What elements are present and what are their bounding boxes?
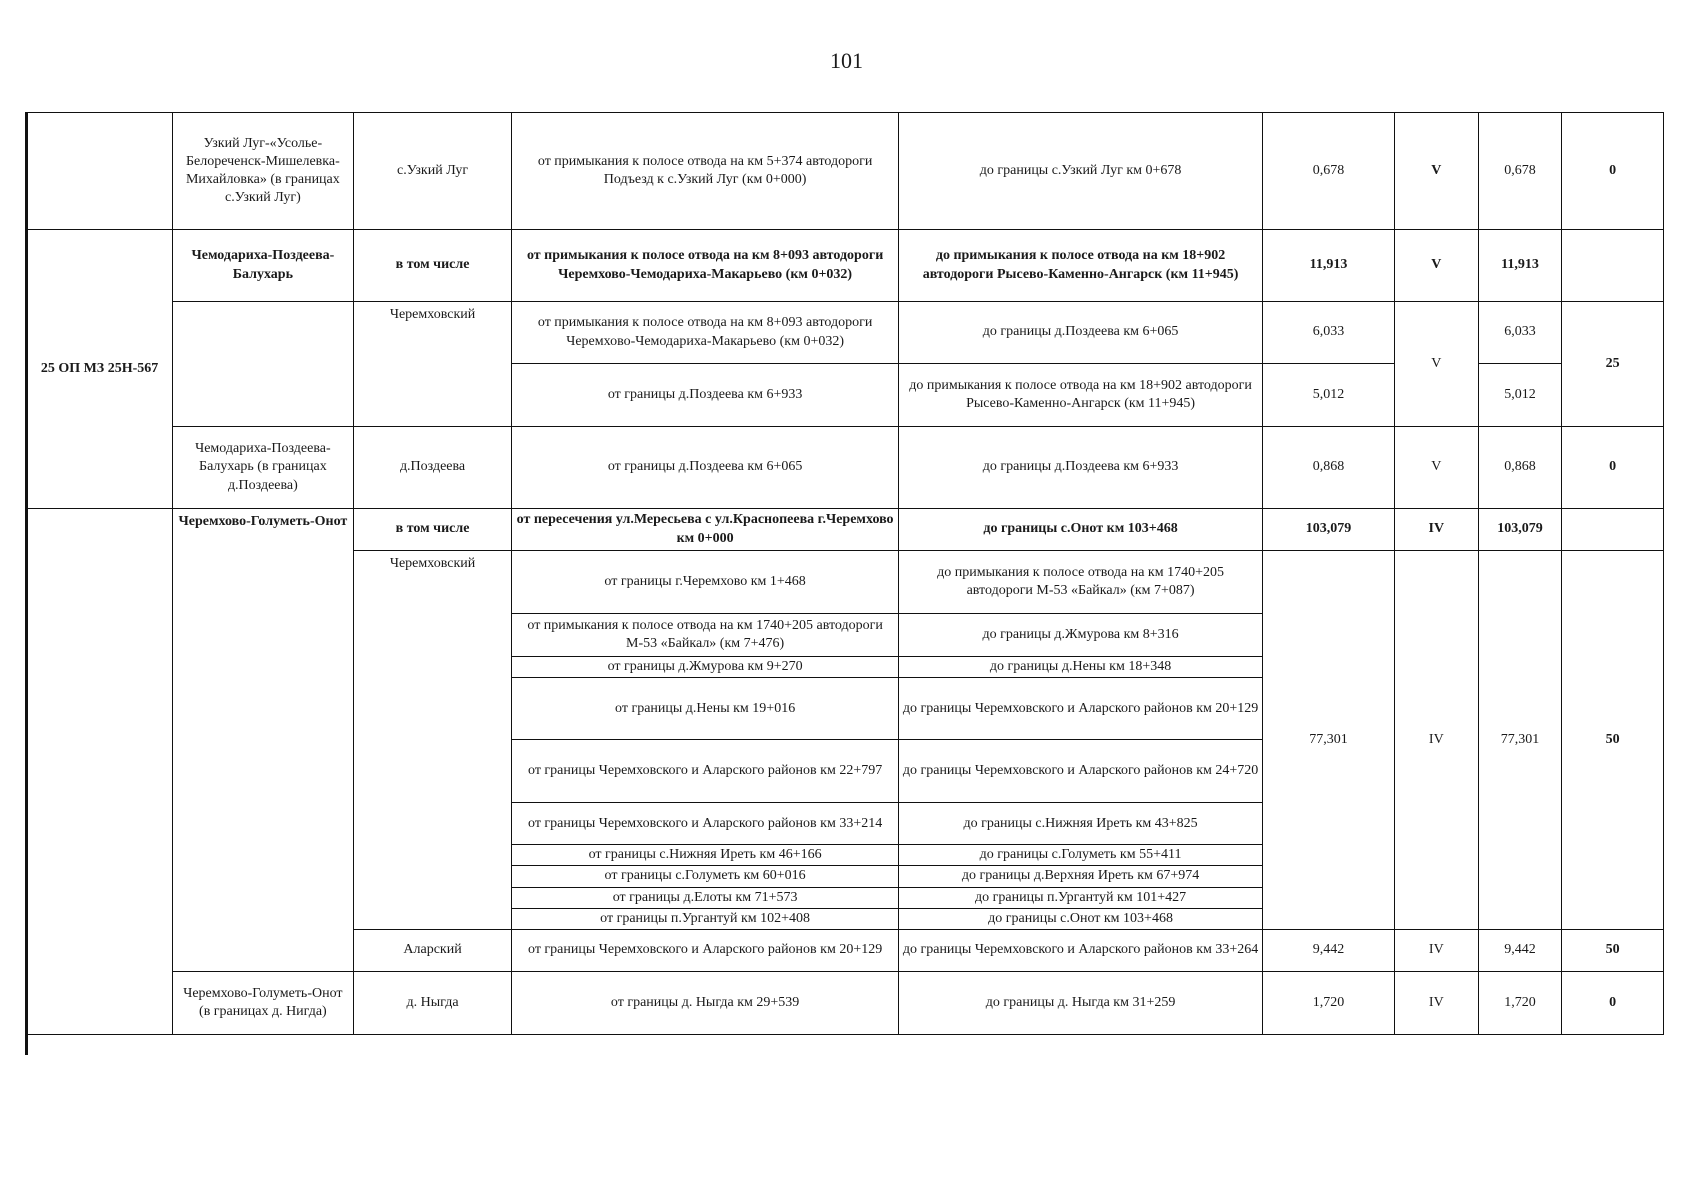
- extra-cell: 25: [1562, 302, 1664, 427]
- table-row: [27, 971, 1664, 1034]
- extra-cell: [1562, 230, 1664, 302]
- table-row: [27, 113, 1664, 230]
- length-cell: 0,678: [1263, 113, 1394, 230]
- from-cell: от границы с.Нижняя Иреть км 46+166: [512, 845, 898, 866]
- from-cell: от границы д.Жмурова км 9+270: [512, 657, 898, 678]
- length-cell: 77,301: [1263, 551, 1394, 930]
- from-cell: от примыкания к полосе отвода на км 5+374 автодороги Подъезд к с.Узкий Луг (км 0+000): [512, 113, 898, 230]
- road-name-cell: Узкий Луг-«Усолье-Белореченск-Мишелевка-Михайловка» (в границах с.Узкий Луг): [173, 113, 354, 230]
- road-name-cell: [173, 302, 354, 427]
- page-number: 101: [830, 48, 863, 73]
- extra-cell: 0: [1562, 113, 1664, 230]
- length2-cell: 6,033: [1478, 302, 1561, 364]
- from-cell: от границы д.Елоты км 71+573: [512, 887, 898, 908]
- length2-cell: 5,012: [1478, 364, 1561, 427]
- length2-cell: 11,913: [1478, 230, 1561, 302]
- road-name-cell: Черемхово-Голуметь-Онот (в границах д. Нигда): [173, 971, 354, 1034]
- to-cell: до границы д.Поздеева км 6+933: [898, 427, 1263, 509]
- from-cell: от примыкания к полосе отвода на км 8+093 автодороги Черемхово-Чемодариха-Макарьево (км 0+032): [512, 302, 898, 364]
- category-cell: IV: [1394, 509, 1478, 551]
- to-cell: до границы с.Голуметь км 55+411: [898, 845, 1263, 866]
- district-cell: с.Узкий Луг: [353, 113, 512, 230]
- to-cell: до границы с.Онот км 103+468: [898, 908, 1263, 929]
- length-cell: 5,012: [1263, 364, 1394, 427]
- length2-cell: 0,868: [1478, 427, 1561, 509]
- category-cell: IV: [1394, 551, 1478, 930]
- from-cell: от границы п.Ургантуй км 102+408: [512, 908, 898, 929]
- from-cell: от границы д.Поздеева км 6+065: [512, 427, 898, 509]
- length-cell: 103,079: [1263, 509, 1394, 551]
- length2-cell: 1,720: [1478, 971, 1561, 1034]
- road-id-cell: [27, 509, 173, 1035]
- length2-cell: 103,079: [1478, 509, 1561, 551]
- to-cell: до границы Черемховского и Аларского районов км 20+129: [898, 678, 1263, 740]
- extra-cell: 0: [1562, 427, 1664, 509]
- from-cell: от примыкания к полосе отвода на км 1740+205 автодороги М-53 «Байкал» (км 7+476): [512, 614, 898, 657]
- road-name-cell: Чемодариха-Поздеева-Балухарь (в границах д.Поздеева): [173, 427, 354, 509]
- to-cell: до границы д.Жмурова км 8+316: [898, 614, 1263, 657]
- from-cell: от границы Черемховского и Аларского районов км 22+797: [512, 740, 898, 803]
- category-cell: V: [1394, 113, 1478, 230]
- length-cell: 1,720: [1263, 971, 1394, 1034]
- from-cell: от пересечения ул.Мересьева с ул.Краснопеева г.Черемхово км 0+000: [512, 509, 898, 551]
- to-cell: до границы д. Ныгда км 31+259: [898, 971, 1263, 1034]
- to-cell: до примыкания к полосе отвода на км 1740+205 автодороги М-53 «Байкал» (км 7+087): [898, 551, 1263, 614]
- from-cell: от границы Черемховского и Аларского районов км 20+129: [512, 929, 898, 971]
- to-cell: до границы с.Нижняя Иреть км 43+825: [898, 803, 1263, 845]
- table-row: [27, 302, 1664, 364]
- roads-table: [27, 112, 1664, 1035]
- to-cell: до границы Черемховского и Аларского районов км 24+720: [898, 740, 1263, 803]
- road-name-cell: Черемхово-Голуметь-Онот: [173, 509, 354, 972]
- from-cell: от границы д.Нены км 19+016: [512, 678, 898, 740]
- extra-cell: 50: [1562, 929, 1664, 971]
- table-row: [27, 509, 1664, 551]
- length2-cell: 77,301: [1478, 551, 1561, 930]
- extra-cell: 0: [1562, 971, 1664, 1034]
- district-cell: Черемховский: [353, 551, 512, 930]
- length2-cell: 0,678: [1478, 113, 1561, 230]
- category-cell: IV: [1394, 971, 1478, 1034]
- category-cell: V: [1394, 230, 1478, 302]
- category-cell: V: [1394, 302, 1478, 427]
- length-cell: 6,033: [1263, 302, 1394, 364]
- table-row: [27, 230, 1664, 302]
- length-cell: 11,913: [1263, 230, 1394, 302]
- district-cell: Аларский: [353, 929, 512, 971]
- road-id-cell: [27, 113, 173, 230]
- from-cell: от границы д.Поздеева км 6+933: [512, 364, 898, 427]
- to-cell: до границы д.Поздеева км 6+065: [898, 302, 1263, 364]
- extra-cell: 50: [1562, 551, 1664, 930]
- district-cell: Черемховский: [353, 302, 512, 427]
- to-cell: до границы д.Верхняя Иреть км 67+974: [898, 866, 1263, 887]
- length2-cell: 9,442: [1478, 929, 1561, 971]
- district-cell: д.Поздеева: [353, 427, 512, 509]
- district-cell: д. Ныгда: [353, 971, 512, 1034]
- category-cell: V: [1394, 427, 1478, 509]
- from-cell: от границы Черемховского и Аларского районов км 33+214: [512, 803, 898, 845]
- road-id-cell: 25 ОП МЗ 25Н-567: [27, 230, 173, 509]
- to-cell: до примыкания к полосе отвода на км 18+902 автодороги Рысево-Каменно-Ангарск (км 11+945): [898, 364, 1263, 427]
- to-cell: до границы д.Нены км 18+348: [898, 657, 1263, 678]
- district-cell: в том числе: [353, 230, 512, 302]
- category-cell: IV: [1394, 929, 1478, 971]
- to-cell: до границы с.Онот км 103+468: [898, 509, 1263, 551]
- from-cell: от границы д. Ныгда км 29+539: [512, 971, 898, 1034]
- from-cell: от границы г.Черемхово км 1+468: [512, 551, 898, 614]
- from-cell: от границы с.Голуметь км 60+016: [512, 866, 898, 887]
- length-cell: 0,868: [1263, 427, 1394, 509]
- district-cell: в том числе: [353, 509, 512, 551]
- to-cell: до границы п.Ургантуй км 101+427: [898, 887, 1263, 908]
- length-cell: 9,442: [1263, 929, 1394, 971]
- road-name-cell: Чемодариха-Поздеева-Балухарь: [173, 230, 354, 302]
- to-cell: до границы Черемховского и Аларского районов км 33+264: [898, 929, 1263, 971]
- to-cell: до примыкания к полосе отвода на км 18+902 автодороги Рысево-Каменно-Ангарск (км 11+945): [898, 230, 1263, 302]
- table-row: [27, 427, 1664, 509]
- to-cell: до границы с.Узкий Луг км 0+678: [898, 113, 1263, 230]
- from-cell: от примыкания к полосе отвода на км 8+093 автодороги Черемхово-Чемодариха-Макарьево (км 0+032): [512, 230, 898, 302]
- extra-cell: [1562, 509, 1664, 551]
